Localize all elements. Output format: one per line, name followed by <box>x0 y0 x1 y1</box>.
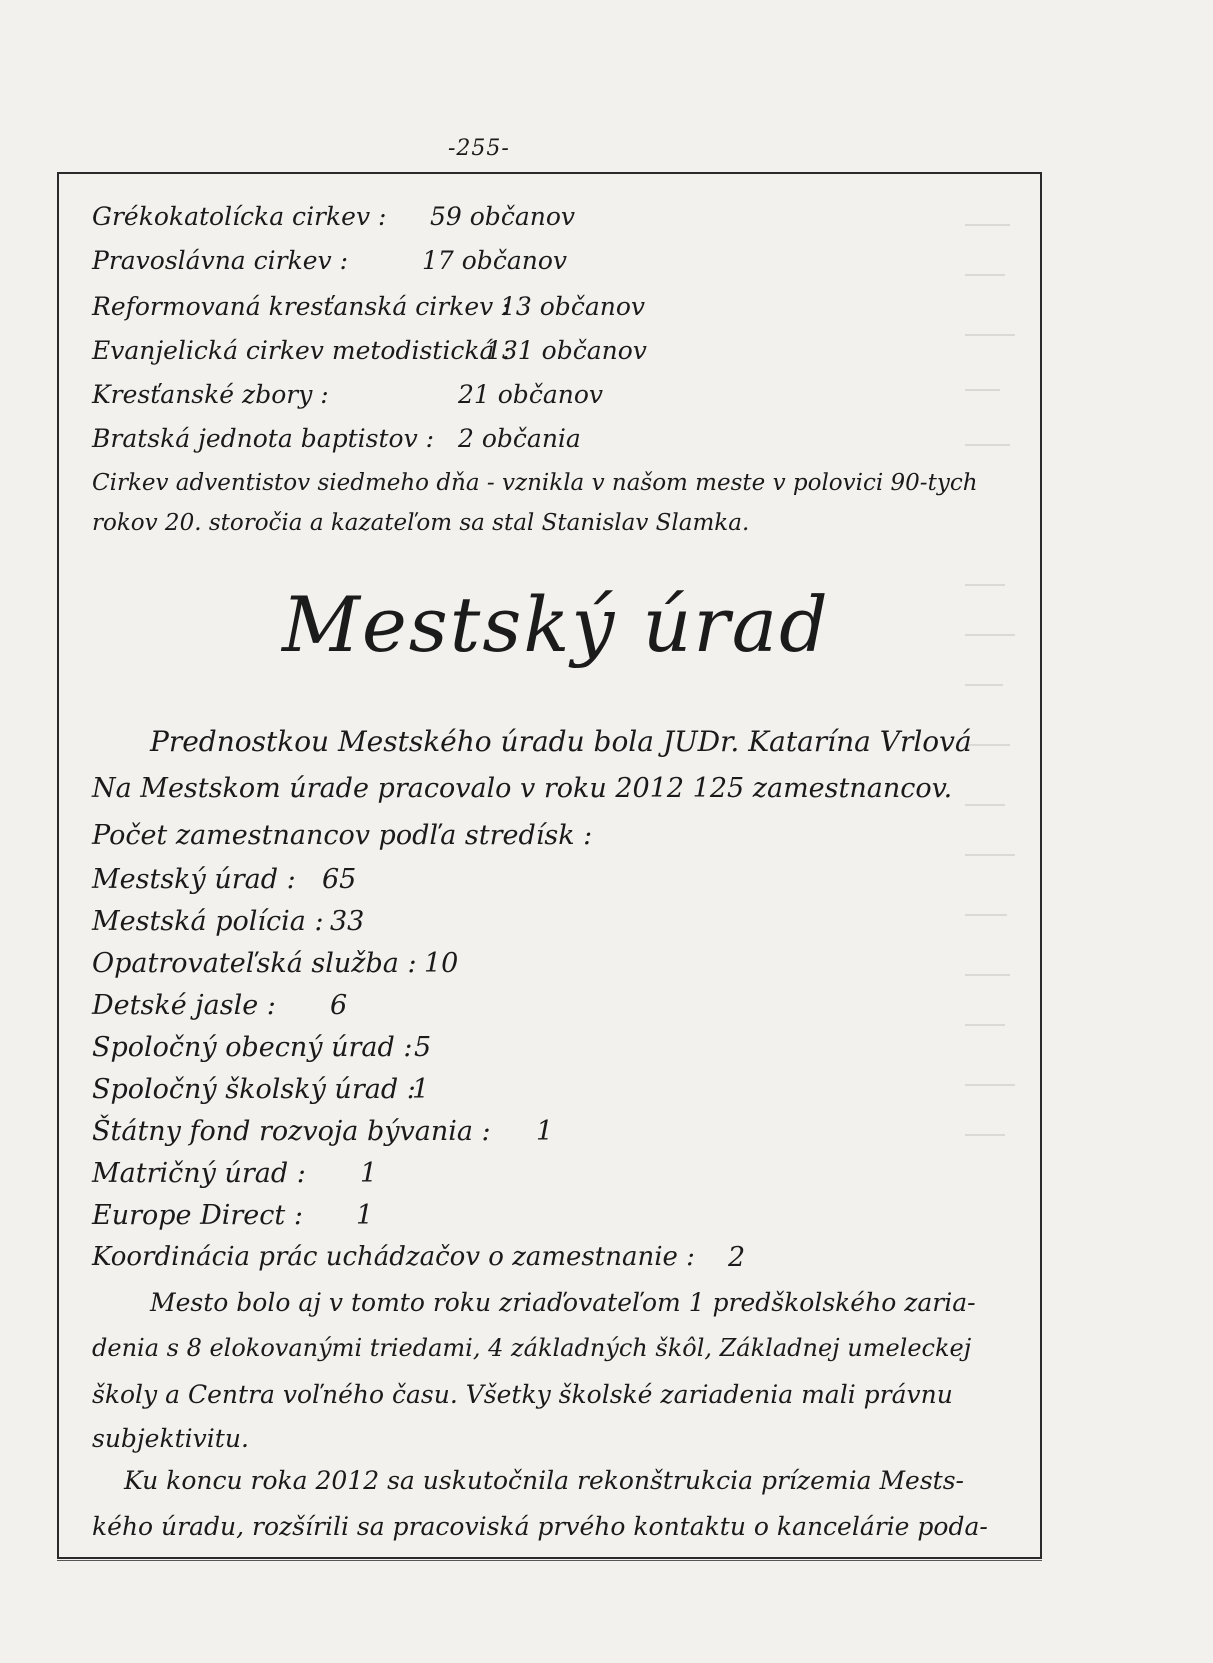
church-count-reformed: 13 občanov <box>500 292 645 321</box>
church-count-baptists: 2 občania <box>458 424 581 453</box>
dept-row: Koordinácia prác uchádzačov o zamestnanie : <box>92 1242 695 1272</box>
dept-row: Mestská polícia : <box>92 906 324 937</box>
dept-row: Spoločný školský úrad : <box>92 1074 416 1105</box>
intro-line-count-by-dept: Počet zamestnancov podľa stredísk : <box>92 820 593 851</box>
adventist-line-2: rokov 20. storočia a kazateľom sa stal Stanislav Slamka. <box>92 510 750 536</box>
dept-row: Europe Direct : <box>92 1200 303 1231</box>
church-count-methodist: 131 občanov <box>486 336 647 365</box>
page-number: -255- <box>448 136 510 161</box>
paragraph-line: subjektivitu. <box>92 1424 249 1453</box>
intro-line-head: Prednostkou Mestského úradu bola JUDr. Katarína Vrlová <box>150 725 972 758</box>
dept-row: Spoločný obecný úrad : <box>92 1032 413 1063</box>
dept-count: 1 <box>356 1200 374 1231</box>
paragraph-line: Ku koncu roka 2012 sa uskutočnila rekonštrukcia prízemia Mests- <box>124 1466 964 1495</box>
church-row-reformed: Reformovaná kresťanská cirkev : <box>92 292 510 321</box>
adventist-line-1: Cirkev adventistov siedmeho dňa - vznikla v našom meste v polovici 90-tych <box>92 470 978 496</box>
dept-count: 33 <box>330 906 365 937</box>
dept-row: Opatrovateľská služba : <box>92 948 417 979</box>
church-row-baptists: Bratská jednota baptistov : <box>92 424 435 453</box>
paragraph-line: denia s 8 elokovanými triedami, 4 základných škôl, Základnej umeleckej <box>92 1334 972 1362</box>
church-row-christian-assemblies: Kresťanské zbory : <box>92 380 329 409</box>
dept-count: 1 <box>360 1158 378 1189</box>
dept-count: 1 <box>536 1116 554 1147</box>
dept-count: 65 <box>322 864 357 895</box>
intro-line-staff: Na Mestskom úrade pracovalo v roku 2012 125 zamestnancov. <box>92 773 953 804</box>
church-count-christian-assemblies: 21 občanov <box>458 380 603 409</box>
church-row-methodist: Evanjelická cirkev metodistická : <box>92 336 511 365</box>
paragraph-line: kého úradu, rozšírili sa pracoviská prvého kontaktu o kancelárie poda- <box>92 1512 988 1541</box>
paragraph-line: Mesto bolo aj v tomto roku zriaďovateľom 1 predškolského zaria- <box>150 1288 976 1317</box>
dept-count: 5 <box>414 1032 432 1063</box>
dept-count: 1 <box>412 1074 430 1105</box>
church-row-greek-catholic: Grékokatolícka cirkev : <box>92 202 387 231</box>
dept-count: 2 <box>728 1242 746 1273</box>
section-heading: Mestský úrad <box>282 580 830 669</box>
dept-row: Štátny fond rozvoja bývania : <box>92 1116 491 1147</box>
dept-row: Matričný úrad : <box>92 1158 306 1189</box>
church-count-orthodox: 17 občanov <box>422 246 567 275</box>
dept-row: Detské jasle : <box>92 990 276 1021</box>
church-count-greek-catholic: 59 občanov <box>430 202 575 231</box>
dept-count: 10 <box>424 948 459 979</box>
church-row-orthodox: Pravoslávna cirkev : <box>92 246 349 275</box>
dept-count: 6 <box>330 990 348 1021</box>
paragraph-line: školy a Centra voľného času. Všetky školské zariadenia mali právnu <box>92 1380 953 1409</box>
dept-row: Mestský úrad : <box>92 864 296 895</box>
